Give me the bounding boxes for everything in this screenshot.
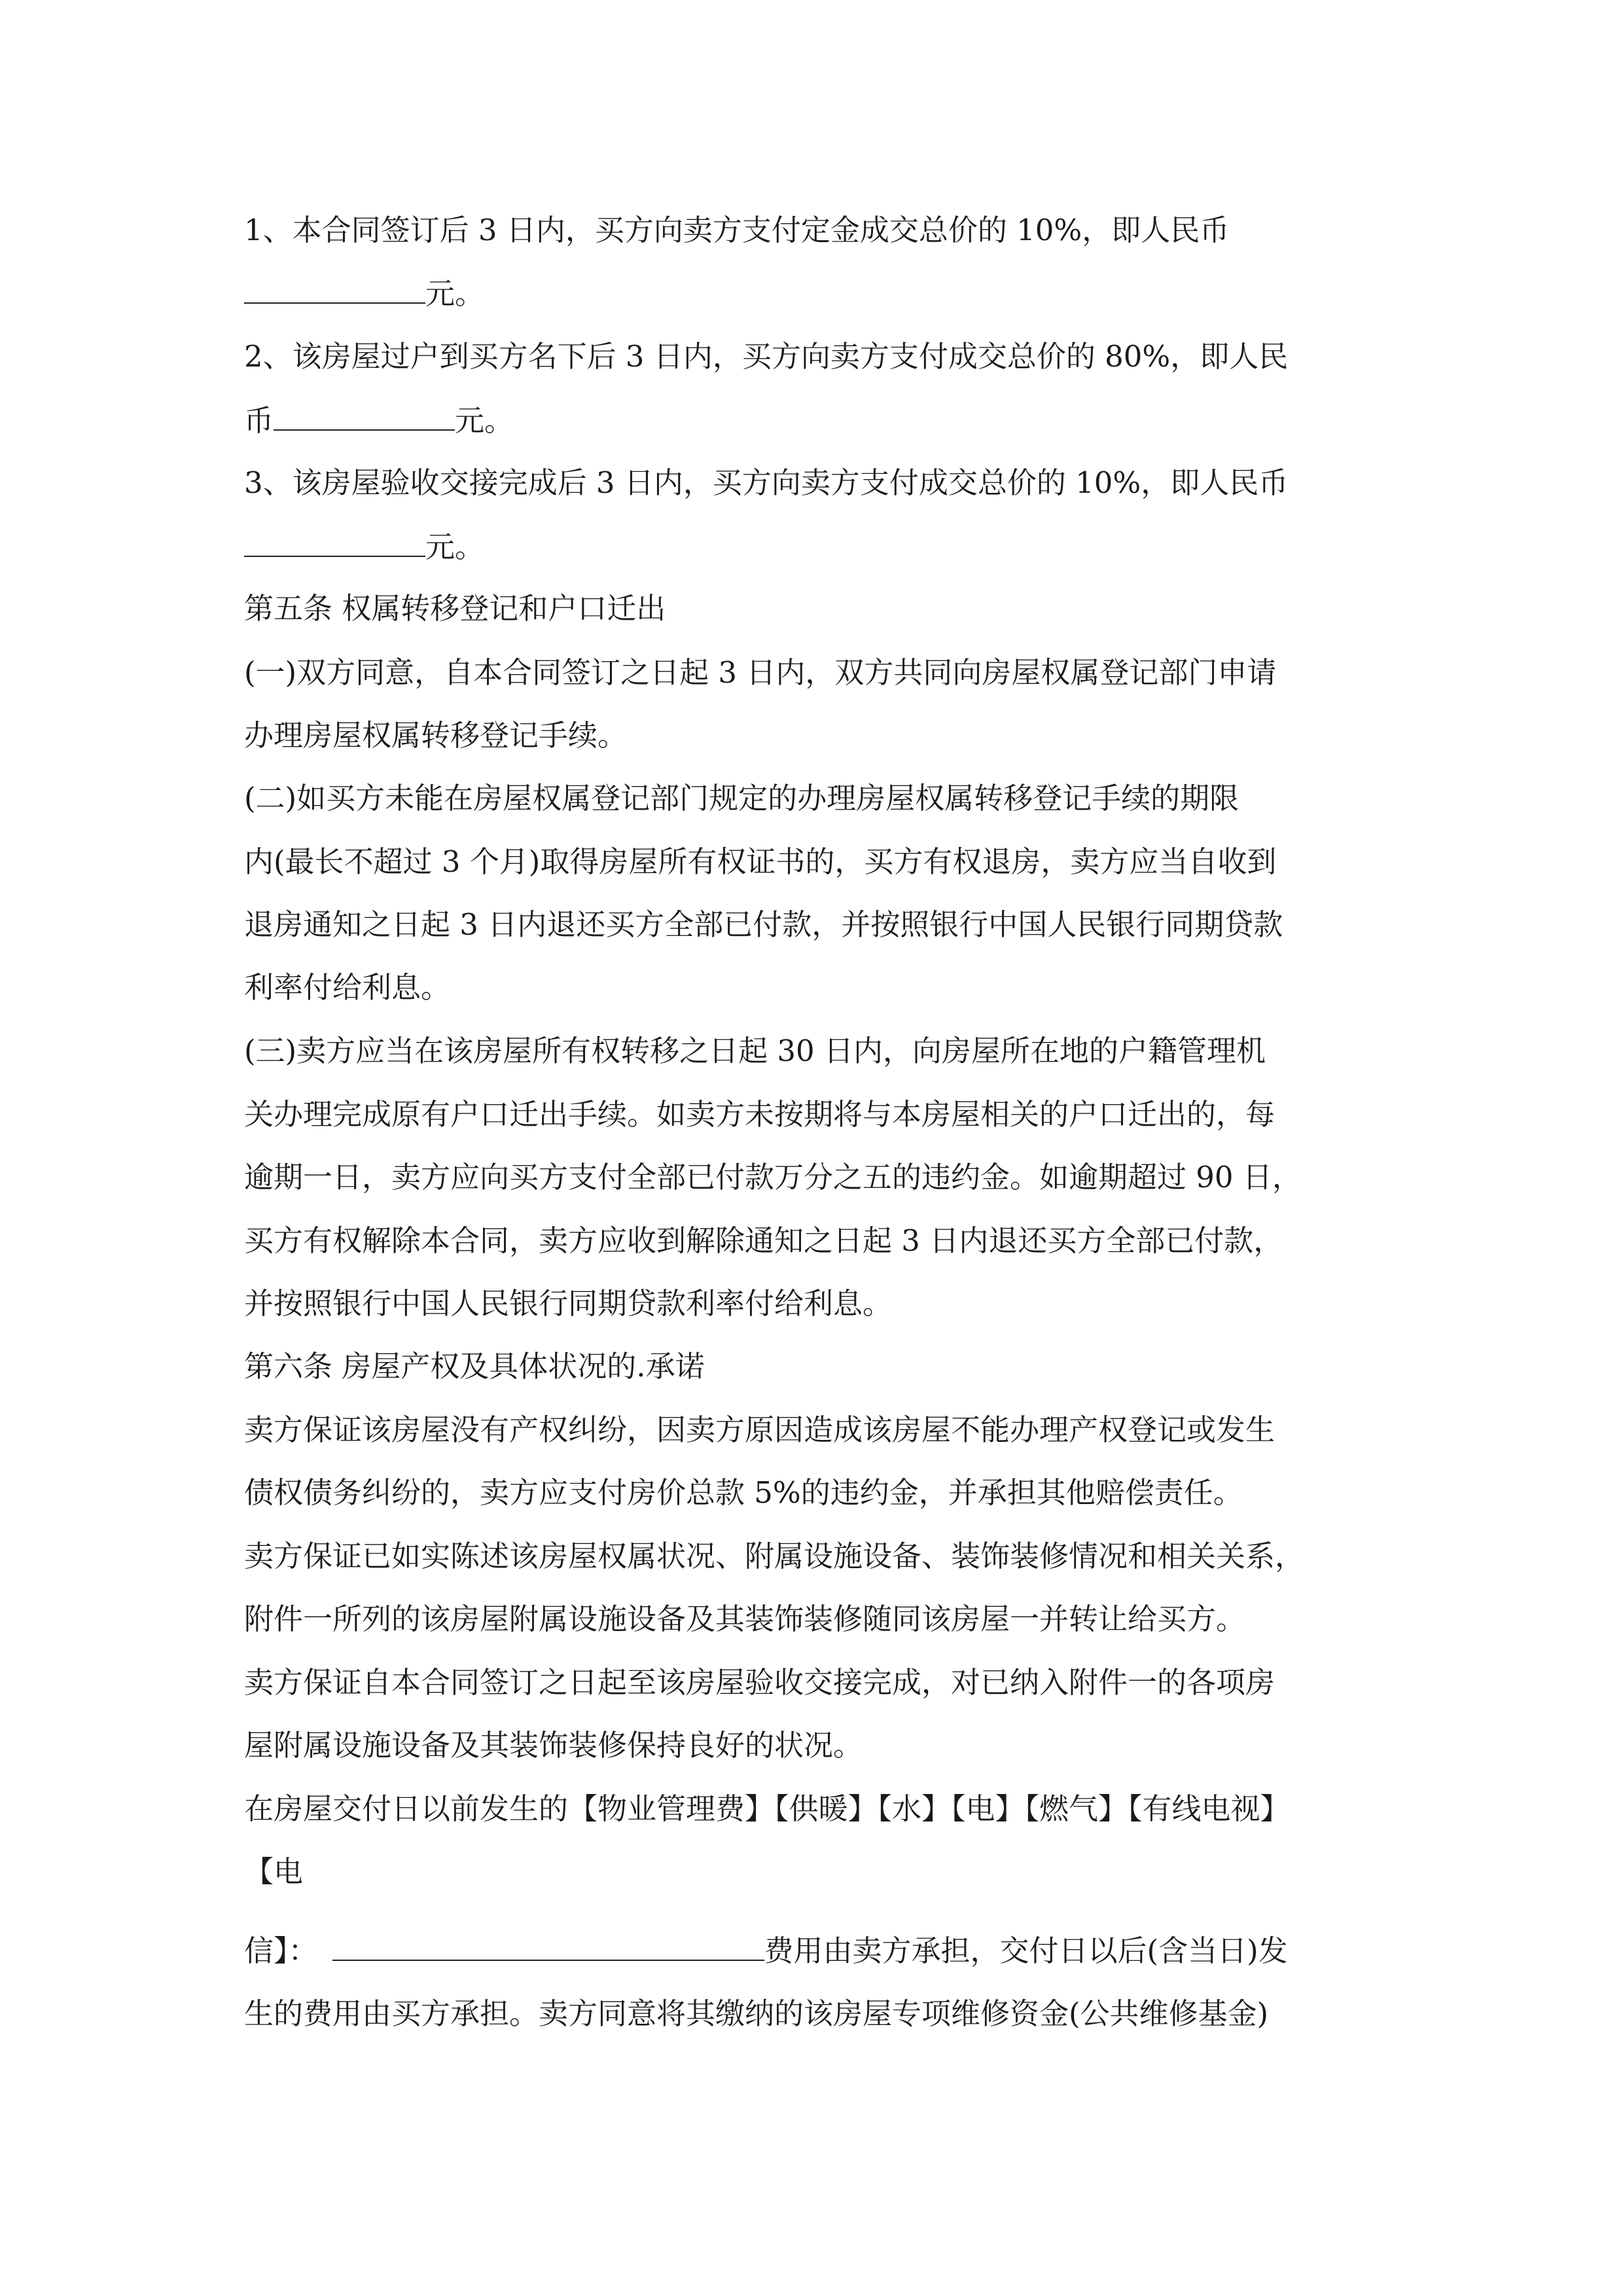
article-5-heading: 第五条 权属转移登记和户口迁出: [244, 591, 666, 626]
article-6-para-4-line-4: 生的费用由买方承担。卖方同意将其缴纳的该房屋专项维修资金(公共维修基金): [244, 1996, 1269, 2031]
amount-blank: [274, 401, 455, 431]
amount-blank: [244, 527, 425, 557]
article-6-para-3-line-1: 卖方保证自本合同签订之日起至该房屋验收交接完成，对已纳入附件一的各项房: [244, 1665, 1275, 1700]
article-5-para-3-line-5: 并按照银行中国人民银行同期贷款利率付给利息。: [244, 1286, 893, 1321]
article-5-para-3-line-1: (三)卖方应当在该房屋所有权转移之日起 30 日内，向房屋所在地的户籍管理机: [244, 1033, 1266, 1068]
article-5-para-2-line-3: 退房通知之日起 3 日内退还买方全部已付款，并按照银行中国人民银行同期贷款: [244, 907, 1283, 942]
article-6-para-1-line-2: 债权债务纠纷的，卖方应支付房价总款 5%的违约金，并承担其他赔偿责任。: [244, 1475, 1243, 1510]
article-6-para-4-line-3: [244, 1931, 1288, 1971]
article-5-para-1-line-2: 办理房屋权属转移登记手续。: [244, 718, 628, 753]
telecom-fragment: 信】：: [244, 1933, 318, 1968]
clause-1-line-2: [244, 274, 484, 314]
article-6-para-4-line-1: 在房屋交付日以前发生的【物业管理费】【供暖】【水】【电】【燃气】【有线电视】: [244, 1791, 1290, 1826]
article-5-para-3-line-4: 买方有权解除本合同，卖方应收到解除通知之日起 3 日内退还买方全部已付款，: [244, 1223, 1283, 1258]
currency-unit: 元。: [425, 529, 485, 564]
fee-text: 费用由卖方承担，交付日以后(含当日)发: [764, 1933, 1288, 1968]
article-5-para-1-line-1: (一)双方同意，自本合同签订之日起 3 日内，双方共同向房屋权属登记部门申请: [244, 655, 1277, 690]
amount-blank: [244, 274, 425, 304]
article-6-para-2-line-2: 附件一所列的该房屋附属设施设备及其装饰装修随同该房屋一并转让给买方。: [244, 1602, 1246, 1636]
article-5-para-3-line-3: 逾期一日，卖方应向买方支付全部已付款万分之五的违约金。如逾期超过 90 日，: [244, 1160, 1302, 1194]
article-5-para-2-line-4: 利率付给利息。: [244, 970, 451, 1005]
clause-2-line-2: [244, 401, 514, 440]
article-6-heading: 第六条 房屋产权及具体状况的.承诺: [244, 1349, 705, 1384]
currency-fragment: 币: [244, 403, 274, 438]
currency-unit: 元。: [455, 403, 514, 438]
fee-blank: [332, 1931, 764, 1961]
article-5-para-3-line-2: 关办理完成原有户口迁出手续。如卖方未按期将与本房屋相关的户口迁出的，每: [244, 1097, 1275, 1132]
clause-3-line-1: 3、该房屋验收交接完成后 3 日内，买方向卖方支付成交总价的 10%，即人民币: [244, 465, 1289, 500]
clause-2-line-1: 2、该房屋过户到买方名下后 3 日内，买方向卖方支付成交总价的 80%，即人民: [244, 339, 1289, 374]
currency-unit: 元。: [425, 276, 485, 311]
article-5-para-2-line-1: (二)如买方未能在房屋权属登记部门规定的办理房屋权属转移登记手续的期限: [244, 781, 1240, 816]
article-6-para-4-line-2: 【电: [244, 1854, 304, 1889]
article-6-para-1-line-1: 卖方保证该房屋没有产权纠纷，因卖方原因造成该房屋不能办理产权登记或发生: [244, 1412, 1275, 1447]
clause-1-line-1: 1、本合同签订后 3 日内，买方向卖方支付定金成交总价的 10%，即人民币: [244, 213, 1230, 247]
clause-3-line-2: [244, 527, 484, 567]
article-6-para-2-line-1: 卖方保证已如实陈述该房屋权属状况、附属设施设备、装饰装修情况和相关关系，: [244, 1539, 1305, 1573]
article-5-para-2-line-2: 内(最长不超过 3 个月)取得房屋所有权证书的，买方有权退房，卖方应当自收到: [244, 844, 1277, 879]
article-6-para-3-line-2: 屋附属设施设备及其装饰装修保持良好的状况。: [244, 1728, 863, 1763]
